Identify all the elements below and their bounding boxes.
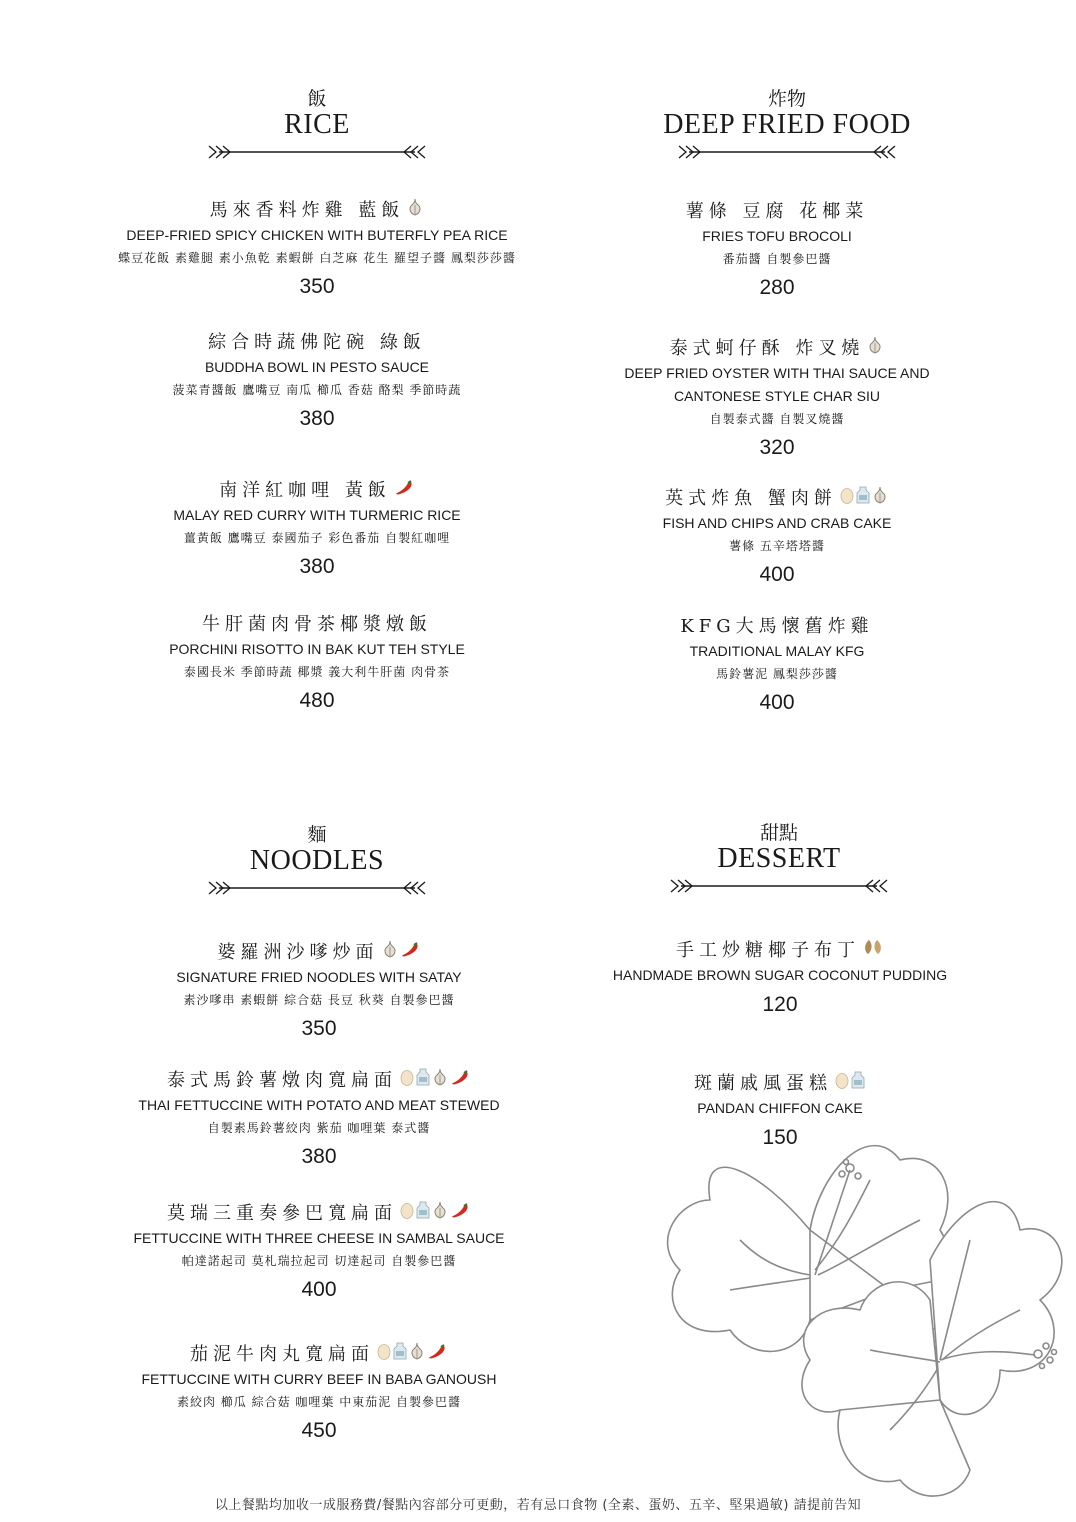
item-icons: [862, 938, 884, 964]
item-price: 400: [759, 563, 795, 586]
item-name-zh: 手工炒糖椰子布丁: [500, 938, 1060, 964]
item-price: 400: [759, 691, 795, 714]
arrow-divider: [207, 880, 427, 896]
egg-icon: [840, 486, 854, 512]
item-description: 泰國長米 季節時蔬 椰漿 義大利牛肝菌 肉骨茶: [183, 665, 451, 679]
garlic-icon: [407, 198, 423, 224]
chili-icon: [394, 478, 414, 504]
item-name-zh: 馬來香料炸雞 藍飯: [37, 198, 597, 224]
item-icons: [834, 1071, 866, 1097]
item-name-zh: 泰式蚵仔酥 炸叉燒: [497, 336, 1057, 362]
item-name-en: MALAY RED CURRY WITH TURMERIC RICE: [173, 507, 461, 523]
item-price: 150: [762, 1126, 798, 1149]
item-description: 自製素馬鈴薯絞肉 紫茄 咖哩葉 泰式醬: [207, 1121, 431, 1135]
item-name-zh: 斑蘭戚風蛋糕: [500, 1071, 1060, 1097]
item-name-en: FISH AND CHIPS AND CRAB CAKE: [662, 515, 892, 531]
menu-item: [497, 199, 1057, 303]
item-name-en: PANDAN CHIFFON CAKE: [697, 1100, 863, 1116]
item-description: 帕達諾起司 莫札瑞拉起司 切達起司 自製參巴醬: [181, 1254, 457, 1268]
chili-icon: [450, 1201, 470, 1227]
item-name-en: BUDDHA BOWL IN PESTO SAUCE: [204, 359, 430, 375]
item-description: 馬鈴薯泥 鳳梨莎莎醬: [716, 667, 838, 681]
item-name-en: FETTUCCINE WITH CURRY BEEF IN BABA GANOUSH: [141, 1371, 497, 1387]
item-price: 450: [301, 1419, 337, 1442]
section-rice-header: [67, 88, 567, 160]
item-price: 120: [762, 993, 798, 1016]
menu-item: [500, 938, 1060, 1020]
item-price: 380: [299, 555, 335, 578]
section-title-en: DEEP FRIED FOOD: [663, 109, 911, 140]
item-name-en: THAI FETTUCCINE WITH POTATO AND MEAT STEWED: [138, 1097, 500, 1113]
hibiscus-flower-illustration: [640, 1110, 1076, 1510]
item-price: 400: [301, 1278, 337, 1301]
section-noodles-header: [67, 824, 567, 896]
item-icons: [839, 486, 889, 512]
item-name-en: DEEP-FRIED SPICY CHICKEN WITH BUTERFLY PEA RICE: [126, 227, 508, 243]
item-name-zh: 南洋紅咖哩 黃飯: [37, 478, 597, 504]
section-title-en: NOODLES: [249, 845, 385, 876]
item-price: 350: [301, 1017, 337, 1040]
chili-icon: [427, 1342, 447, 1368]
item-price: 320: [759, 436, 795, 459]
milk-icon: [416, 1068, 430, 1094]
item-icons: [406, 198, 424, 224]
item-price: 480: [299, 689, 335, 712]
item-price: 380: [299, 407, 335, 430]
item-icons: [393, 478, 415, 504]
item-icons: [399, 1068, 471, 1094]
menu-item: [500, 1071, 1060, 1153]
item-price: 350: [299, 275, 335, 298]
garlic-icon: [872, 486, 888, 512]
item-description: 素沙嗲串 素蝦餅 綜合菇 長豆 秋葵 自製參巴醬: [183, 993, 455, 1007]
item-name-en: FRIES TOFU BROCOLI: [702, 228, 852, 244]
item-icons: [376, 1342, 448, 1368]
menu-item: [39, 1342, 599, 1446]
milk-icon: [856, 486, 870, 512]
egg-icon: [400, 1201, 414, 1227]
item-icons: [866, 336, 884, 362]
item-icons: [381, 940, 421, 966]
item-description: 蝶豆花飯 素雞腿 素小魚乾 素蝦餅 白芝麻 花生 羅望子醬 鳳梨莎莎醬: [118, 251, 516, 265]
item-description: 薑黃飯 鷹嘴豆 泰國茄子 彩色番茄 自製紅咖哩: [183, 531, 451, 545]
section-title-zh: 甜點: [759, 822, 798, 844]
garlic-icon: [867, 336, 883, 362]
menu-item: [497, 486, 1057, 590]
menu-item: [39, 1201, 599, 1305]
footer-note: 以上餐點均加收一成服務費/餐點內容部分可更動，若有忌口食物 (全素、蛋奶、五辛、堅果過敏) 請提前告知: [214, 1498, 862, 1513]
item-name-zh: 泰式馬鈴薯燉肉寬扁面: [39, 1068, 599, 1094]
chili-icon: [400, 940, 420, 966]
arrow-divider: [207, 144, 427, 160]
egg-icon: [377, 1342, 391, 1368]
section-title-zh: 炸物: [767, 88, 806, 110]
section-title-zh: 飯: [307, 88, 327, 110]
item-price: 280: [759, 276, 795, 299]
item-name-zh: 英式炸魚 蟹肉餅: [497, 486, 1057, 512]
garlic-icon: [432, 1201, 448, 1227]
section-dessert-header: [529, 822, 1029, 894]
item-description: 番茄醬 自製參巴醬: [722, 252, 832, 266]
item-description: 自製泰式醬 自製叉燒醬: [709, 412, 845, 426]
menu-item: [497, 336, 1057, 463]
item-name-en-line2: CANTONESE STYLE CHAR SIU: [674, 388, 880, 404]
arrow-divider: [669, 878, 889, 894]
milk-icon: [851, 1071, 865, 1097]
nut-icon: [863, 938, 883, 964]
item-name-en: PORCHINI RISOTTO IN BAK KUT TEH STYLE: [169, 641, 465, 657]
item-name-en: SIGNATURE FRIED NOODLES WITH SATAY: [176, 969, 462, 985]
chili-icon: [450, 1068, 470, 1094]
item-name-zh: 牛肝菌肉骨茶椰漿燉飯: [202, 614, 432, 635]
item-name-zh: KFG大馬懷舊炸雞: [680, 616, 874, 637]
item-name-zh: 薯條 豆腐 花椰菜: [685, 201, 869, 222]
milk-icon: [416, 1201, 430, 1227]
menu-item: [497, 614, 1057, 718]
section-title-en: RICE: [284, 109, 350, 140]
section-title-zh: 麵: [307, 824, 327, 846]
arrow-divider: [677, 144, 897, 160]
item-price: 380: [301, 1145, 337, 1168]
garlic-icon: [409, 1342, 425, 1368]
item-name-zh: 婆羅洲沙嗲炒面: [39, 940, 599, 966]
item-name-zh: 茄泥牛肉丸寬扁面: [39, 1342, 599, 1368]
section-title-en: DESSERT: [717, 843, 841, 874]
garlic-icon: [382, 940, 398, 966]
section-fried-header: [537, 88, 1037, 160]
item-description: 菠菜青醬飯 鷹嘴豆 南瓜 櫛瓜 香菇 酪梨 季節時蔬: [172, 383, 462, 397]
item-name-en: FETTUCCINE WITH THREE CHEESE IN SAMBAL SAUCE: [133, 1230, 505, 1246]
item-icons: [399, 1201, 471, 1227]
item-name-en: HANDMADE BROWN SUGAR COCONUT PUDDING: [612, 967, 948, 983]
item-description: 薯條 五辛塔塔醬: [729, 539, 825, 553]
item-name-zh: 莫瑞三重奏參巴寬扁面: [39, 1201, 599, 1227]
egg-icon: [400, 1068, 414, 1094]
garlic-icon: [432, 1068, 448, 1094]
item-name-en: DEEP FRIED OYSTER WITH THAI SAUCE AND: [624, 365, 930, 381]
item-name-zh: 綜合時蔬佛陀碗 綠飯: [208, 332, 426, 353]
egg-icon: [835, 1071, 849, 1097]
item-description: 素絞肉 櫛瓜 綜合菇 咖哩葉 中東茄泥 自製參巴醬: [176, 1395, 462, 1409]
milk-icon: [393, 1342, 407, 1368]
item-name-en: TRADITIONAL MALAY KFG: [689, 643, 865, 659]
